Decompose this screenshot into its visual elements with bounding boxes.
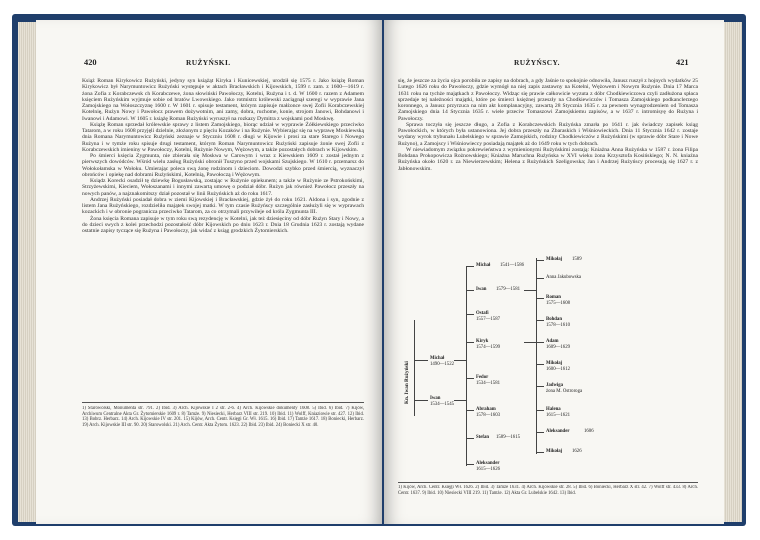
paragraph: Ksiądz Korecki osadził tę dziewkę Bogusławską, zostając w Rużynie opiekunem; a także w Rużynie ze Pstrokońskimi, Strzyżewskimi, Kieciem, Wołoszanami i innymi zawartą umowę o podział dóbr. Rużyn jak również Pawołocz przeszły na nowych panów, a najznakomitszy dział pozostał w linii Rużyńskich aż do roku 1617. <box>82 178 364 197</box>
tree-person: Roman <box>546 295 561 300</box>
right-page <box>384 20 724 524</box>
footnotes: 1) Starowolski, Monumenta str. 791. 2) Ibid. 3) Arch. Kijowskie I 2 str. 2-6. 4) Arch. Kijowskie dokumenty 1608. 5) Ibid. 6) Ibid. 7) Kijów, Archiwum Centralne Akta Gr. Żytomierskie 1609 r. 8) Tamże. 9) Niesiecki, Herbarz VIII str. 219. 10) Ibid. 11) Wolff, Kniaziowie str. 427. 12) Ibid. 13) Bobrz. Herbarz. 14) Arch. Kijowskie IV str. 201. 15) Kijów, Arch. Centr. Księgi Gr. Wł. 1615. 16) Ibid. 17) Tamże 1617. 18) Boniecki, Herbarz. 19) Arch. Kijowskie III str. 90. 20) Starowolski. 21) Arch. Centr. Akta Żytom. 1623. 22) Ibid. 23) Ibid. 24) Boniecki X str. 40. <box>82 406 364 428</box>
tree-note: 1578—1610 <box>546 323 570 328</box>
tree-note: 1589—1615 <box>496 435 520 440</box>
tree-note: 1490—1522 <box>430 362 454 367</box>
paragraph: Żona księcia Romana zapisuje w tym roku swą rezydencję w Kotelni, jak też dziesięciny od dóbr Rużyn Stary i Nowy, a do dzieci swych z kolei przechodzi pozostałość dóbr Kijowskich po dniu 1623 r. Dnia 18 Grudnia 1623 r. zostają wydane ostatnie zapisy tyczące się Rużyna i Pawołoczy, jak widać z ksiąg grodzkich Żytomierskich. <box>82 215 364 234</box>
page-number: 421 <box>676 58 689 67</box>
tree-note: 1609—1629 <box>546 345 570 350</box>
tree-person: Aleksander <box>476 461 500 466</box>
page-number: 420 <box>84 58 97 67</box>
tree-note: 1626 <box>572 449 582 454</box>
running-head: RUŻYŃSKI. <box>186 58 231 67</box>
body-text <box>82 78 364 396</box>
tree-person: Anna Jakubowska <box>546 275 582 280</box>
paragraph: W niewiadomym związku pokrewieństwa z wymienionymi Rużyńskimi zostają: Kniażna Anna Rużyńska w 1587 r. żona Filipa Bohdana Prokopowicza Rożnowskiego; Kniażna Maruchna Rużyńska w XVI wieku żona Krzysztofa Kosińskiego; N. N. kniaźna Rużyńska około 1620 r. za Niewierzewskim; Helena z Rużyńskich Szeligowska; Jan i Andrzej Rużyńscy procesują się 1627 r. z Jabłonowskim. <box>398 146 698 172</box>
tree-person: Mikołaj <box>546 449 563 454</box>
tree-person: Aleksander <box>546 429 570 434</box>
tree-person: Michał <box>430 356 445 361</box>
tree-person: Abraham <box>476 407 496 412</box>
tree-note: 1600—1612 <box>546 367 570 372</box>
running-head: RUŻYŃSCY. <box>514 58 560 67</box>
page-edges-right <box>722 22 742 522</box>
tree-person: Bohdan <box>546 317 562 322</box>
footnotes: 1) Kijów, Arch. Centr. Księgi Wł. 1626. 2) Ibid. 3) Tamże 1631. 4) Arch. Kijowskie str. 28. 5) Ibid. 6) Boniecki, Herbarz X str. 42. 7) Wolff str. 433. 8) Arch. Centr. 1637. 9) Ibid. 10) Niesiecki VIII 219. 11) Tamże. 12) Akta Gr. Lubelskie 1642. 13) Ibid. <box>398 485 698 496</box>
tree-person: Mikołaj <box>546 361 563 366</box>
tree-note: 1615—1621 <box>546 413 570 418</box>
tree-note: 1615—1626 <box>476 467 500 472</box>
tree-person: Michał <box>476 263 491 268</box>
tree-person: Iwan <box>476 287 487 292</box>
tree-root: Kn. Iwan Rużyński <box>404 361 410 404</box>
tree-note: 1574—1599 <box>476 345 500 350</box>
tree-person: Mikołaj <box>546 257 563 262</box>
tree-note: 1541—1586 <box>500 263 524 268</box>
tree-person: Ostafi <box>476 311 489 316</box>
tree-note: 1606 <box>584 429 594 434</box>
tree-person: Adam <box>546 339 559 344</box>
paragraph: Andrzej Rużyński posiadał dobra w ziemi Kijowskiej i Bracławskiej, gdzie żył do roku 1621. Aldona i syn, zgodnie z listem Jana Rużyńskiego, rozdzieliła majątek swojej matki. W tym czasie Rużyńscy szczególnie zasłużyli się w wyprawach kozackich i w obronie pogranicza przeciwko Tatarom, za co otrzymali przywileje od króla Zygmunta III. <box>82 196 364 216</box>
tree-note: 1575—1608 <box>546 301 570 306</box>
tree-person: Jadwiga <box>546 383 564 388</box>
tree-person: Stefan <box>476 435 490 440</box>
paragraph: Sprawa toczyła się jeszcze długo, a Zofia z Korabczewskich Rużyńska zmarła po 1641 r. jak świadczy zapisek ksiąg Pawołockich, w których była ustanowiona. Jej dobra przeszły na Zbaraskich i Wiśniowieckich. Dnia 11 Stycznia 1642 r. zostaje wydany wyrok trybunału Lubelskiego w sprawie Zamojskich, rodziny Chodkiewiczów z Rużyńskimi (w sprawie dóbr Stare i Nowe Rużyno), a Zamojscy i Wiśniowieccy posiadają majątek aż do 1649 roku w tych dobrach. <box>398 121 698 147</box>
paragraph: Książ Roman Kirykowicz Rużyński, jedyny syn książąt Kiryka i Kunicewskiej, urodził się 1575 r. Jako książę Roman Kirykowicz był Narymuntowicz Rużyński występuje w aktach Bracławskich i Kijowskich, 1599 r. zam. z 1600—1619 r. żona Zofia z Korabczewsk ch Korabczewe, żona słowiński Pawołoczy, Kotelni, Rużyna i t. d. W 1600 r. razem z Adamem księciem Rużyńskim wyjmuje sobie od bratów Lwowskiego. Jako rotmistrz królewski zaciągnął szeregi w wyprawie Jana Zamojskiego na Wołoszczyznę 1600 r. W 1601 r. spisuje testament, którym zapisuje małżonce swej Zofii Korabczewskiej Kotelnię, Rużyn Nowy i Pawołocz prawem dożywotnim, ani zamy, dobra, ruchome, konie, strojom Janowi, Bohdanowi i Iwanowi i Adamowi. W 1605 r. książę Roman Rużyński wyruszył na rozkazy Dymitra z wojskami pod Moskwę. <box>82 78 364 122</box>
paragraph: się, że jeszcze za życia ojca porobiła ze zapisy na dobrach, a gdy Jaśnie to spokojnie odnowiła, Janusz ruszył z hojnych wydatków 25 Lutego 1626 roku do Pawołoczy, gdzie wymógł na niej zapis zastawny na Kotelni, Wężowem i Nowym Rużynie. Dnia 17 Marca 1631 roku na tychże majątkach z Pawołoczy. Widząc się prawie całkowicie wyzuta z dóbr Chodkiewiczowa czyli zadłużona spłaca sprzedaje tej należności majątki, które po śmierci księżnej przeszły na Chodkiewiczów i Tomasza Zamojskiego podkanclerzego koronnego, a Janusz przyrzuca na nim akt komplanacyjny, zawartą 28 Stycznia 1635 r. za pewnem wynagrodzeniem od Tomasza Zamojskiego dnia 14 Stycznia 1635 r. wiele przeciw Tomaszowi Zamojskiemu zapisów, a w 1637 r. intromisyę do Rużyna i Pawołoczy. <box>398 78 698 122</box>
tree-person: Fedor <box>476 375 489 380</box>
tree-note: 1578—1603 <box>476 413 500 418</box>
tree-note: 1534—1545 <box>430 402 454 407</box>
tree-note: żona M. Ostroroga <box>546 389 583 394</box>
tree-note: 1579—1581 <box>496 287 520 292</box>
tree-note: 1589 <box>572 257 582 262</box>
tree-person: Iwan <box>430 396 441 401</box>
left-page <box>36 20 382 524</box>
tree-person: Kiryk <box>476 339 489 344</box>
paragraph: Książę Roman sprzedał królewskie sprawy z listem Zamojskiego, biorąc udział w wyprawie Żółkiewskiego przeciwko Tatarom, a w roku 1608 przyjęli dzielnie, złożonym z pięciu Kozaków i na Rużynie. Wybierając się na wyprawę Moskiewską dnia Romana Narymuntowicz Rużyński zeznaje w Styczniu 1608 r. długi w Kijowie i prosi za stare Starego i Nowego Rużyna i w tymże roku spisuje drugi testament, którym Roman Narymuntowicz Rużyński zapisuje żonie swej Zofii z Korabczewskich imieniny w Pawołoczy, Kotelni, Rużynie Nowym, Wężowym, a także pozostałych dobrach w Kijowskim. <box>82 121 364 153</box>
tree-note: 1534—1581 <box>476 381 500 386</box>
genealogy-tree <box>384 20 724 524</box>
footnote-rule <box>398 482 698 483</box>
page-edges-left <box>18 22 38 522</box>
tree-note: 1557—1587 <box>476 317 500 322</box>
footnote-rule <box>82 402 364 403</box>
tree-person: Halena <box>546 407 561 412</box>
paragraph: Po śmierci księcia Zygmunta, nie zbierała się Moskwa w Carowym i wraz z Kiewskiem 1609 r. został jednym z pierwszych dowódców. Wśród wielu zasług Rużyński obronił Tuszyno przed wojskami Szujskiego. W 1610 r. przemarsz do Wołokołamska w Wołoku. Umierając poleca swą żonę rodzinom i dzieciom. Dowodzi szybko przed śmiercią, wyznaczył obrońców i opiekę nad dobrami Rużyńskimi, Kotelnią, Pawołoczą i Wężowym. <box>82 153 364 178</box>
